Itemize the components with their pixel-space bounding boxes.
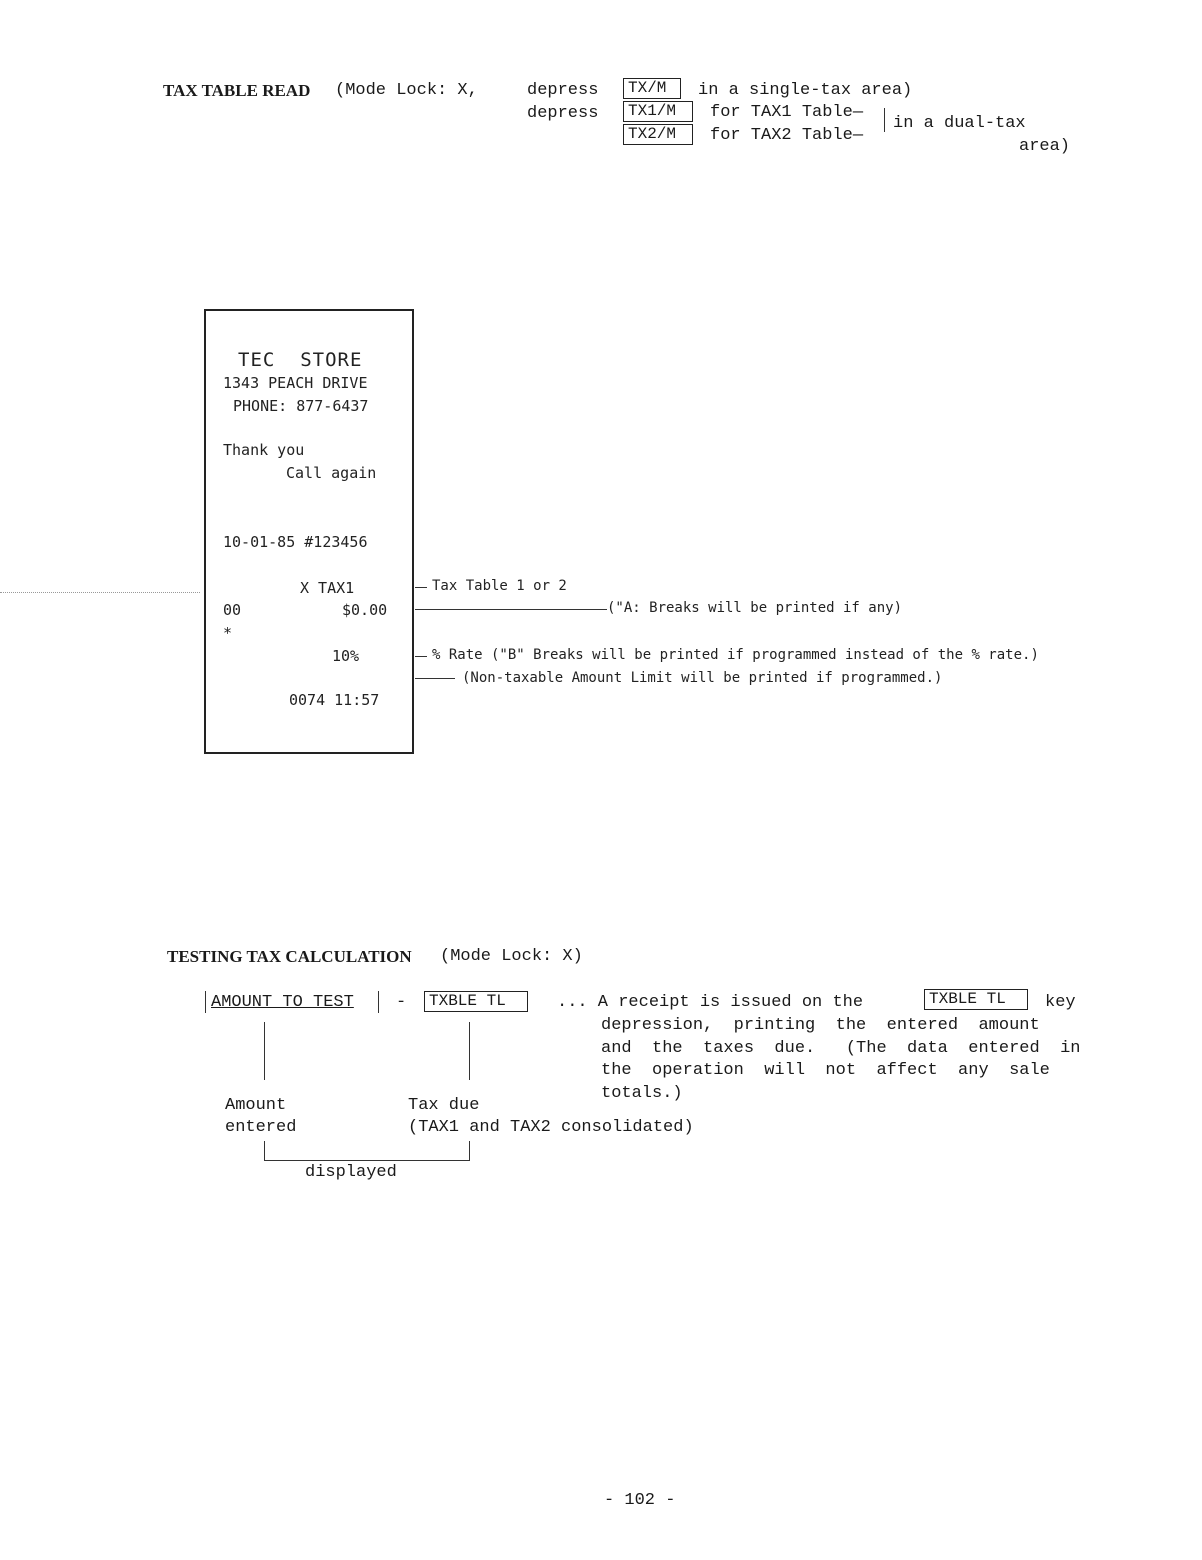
displayed-bracket-right <box>469 1141 470 1161</box>
tax-due-label-2: (TAX1 and TAX2 consolidated) <box>408 1118 694 1137</box>
tax-table-read-heading: TAX TABLE READ <box>163 81 311 100</box>
desc-line-3: and the taxes due. (The data entered in <box>601 1039 1081 1058</box>
displayed-label: displayed <box>305 1163 397 1182</box>
annotation-rate: % Rate ("B" Breaks will be printed if programmed instead of the % rate.) <box>432 647 1039 663</box>
testing-heading: TESTING TAX CALCULATION <box>167 947 412 966</box>
tax-table-mode-lock: (Mode Lock: X, <box>335 81 478 100</box>
receipt-thanks-1: Thank you <box>223 441 305 459</box>
receipt-tax-label: X TAX1 <box>300 579 355 597</box>
annotation-line-4 <box>415 678 455 679</box>
tx1-m-key: TX1/M <box>623 101 693 122</box>
amount-entered-label-2: entered <box>225 1118 297 1137</box>
displayed-bracket-left <box>264 1141 265 1161</box>
receipt-breaks-left: 00 <box>223 601 242 619</box>
desc-line-5: totals.) <box>601 1084 683 1103</box>
desc-txble-tl-key: TXBLE TL <box>924 989 1028 1010</box>
depress-label-2: depress <box>527 104 599 123</box>
annotation-breaks: ("A: Breaks will be printed if any) <box>607 600 903 616</box>
desc-line-1: ... A receipt is issued on the <box>557 993 864 1012</box>
testing-mode-lock: (Mode Lock: X) <box>440 947 583 966</box>
annotation-line-1 <box>415 587 427 588</box>
txble-tl-key: TXBLE TL <box>424 991 528 1012</box>
amount-key-right-bar <box>378 991 379 1013</box>
annotation-non-taxable: (Non-taxable Amount Limit will be printed if programmed.) <box>462 670 943 686</box>
receipt-thanks-2: Call again <box>286 464 377 482</box>
dual-tax-text-1: in a dual-tax <box>893 114 1026 133</box>
annotation-line-3 <box>415 656 427 657</box>
receipt-store-name: TEC STORE <box>238 349 363 371</box>
annotation-line-2 <box>415 609 607 610</box>
tax1-table-text: for TAX1 Table— <box>710 103 864 122</box>
taxdue-pointer-line <box>469 1022 470 1080</box>
amount-pointer-line <box>264 1022 265 1080</box>
receipt-breaks-value: $0.00 <box>342 601 388 619</box>
single-tax-text: in a single-tax area) <box>698 81 913 100</box>
desc-line-4: the operation will not affect any sale <box>601 1061 1050 1080</box>
tx-m-key: TX/M <box>623 78 681 99</box>
receipt-footer: 0074 11:57 <box>289 691 380 709</box>
minus-sign: - <box>396 993 407 1012</box>
dual-tax-bracket <box>884 108 885 132</box>
receipt-star: * <box>223 624 233 642</box>
amount-to-test-key: AMOUNT TO TEST <box>211 993 354 1012</box>
amount-entered-label-1: Amount <box>225 1096 287 1115</box>
receipt-phone: PHONE: 877-6437 <box>233 397 369 415</box>
depress-label-1: depress <box>527 81 599 100</box>
desc-line-2: depression, printing the entered amount <box>601 1016 1040 1035</box>
receipt-date-line: 10-01-85 #123456 <box>223 533 368 551</box>
tax2-table-text: for TAX2 Table— <box>710 126 864 145</box>
displayed-bracket-bottom <box>264 1160 470 1161</box>
dual-tax-text-2: area) <box>1019 137 1071 156</box>
desc-key-suffix: key <box>1045 993 1076 1012</box>
receipt-rate: 10% <box>332 647 360 665</box>
page-number: - 102 - <box>604 1491 676 1510</box>
annotation-tax-table: Tax Table 1 or 2 <box>432 578 567 594</box>
fold-line <box>0 592 200 593</box>
receipt-address: 1343 PEACH DRIVE <box>223 374 368 392</box>
tax-due-label-1: Tax due <box>408 1096 480 1115</box>
tx2-m-key: TX2/M <box>623 124 693 145</box>
amount-key-left-bar <box>205 991 206 1013</box>
